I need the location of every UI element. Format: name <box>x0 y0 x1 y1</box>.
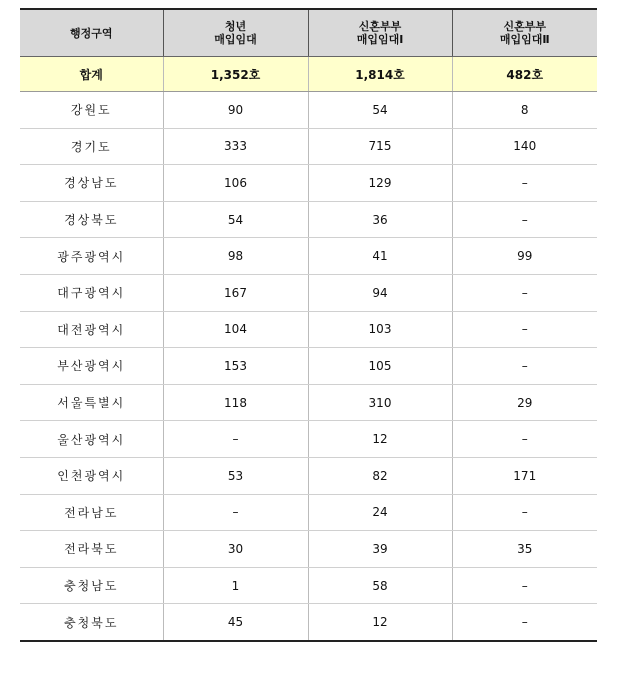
table-header <box>20 9 597 57</box>
youth-cell: 54 <box>163 201 308 238</box>
newlywed-1-cell: 105 <box>308 348 452 385</box>
header-newlywed-2-line2: 매입임대Ⅱ <box>499 33 550 46</box>
region-cell: 충청북도 <box>20 604 163 641</box>
region-cell: 대전광역시 <box>20 311 163 348</box>
region-cell: 경상남도 <box>20 165 163 202</box>
header-youth-line2: 매입임대 <box>214 33 257 46</box>
youth-cell: 53 <box>163 457 308 494</box>
newlywed-2-cell: – <box>452 201 597 238</box>
region-cell: 대구광역시 <box>20 274 163 311</box>
region-cell: 충청남도 <box>20 567 163 604</box>
header-youth <box>163 9 308 57</box>
header-newlywed-2-line1: 신혼부부 <box>503 20 546 33</box>
newlywed-2-cell: – <box>452 348 597 385</box>
region-cell: 부산광역시 <box>20 348 163 385</box>
table-body <box>20 57 597 641</box>
youth-cell: 30 <box>163 531 308 568</box>
table-row <box>20 604 597 641</box>
header-newlywed-2 <box>452 9 597 57</box>
header-region <box>20 9 163 57</box>
newlywed-2-cell: 35 <box>452 531 597 568</box>
newlywed-1-cell: 94 <box>308 274 452 311</box>
header-region-label: 행정구역 <box>69 26 113 40</box>
region-cell: 경상북도 <box>20 201 163 238</box>
youth-cell: 104 <box>163 311 308 348</box>
table-row <box>20 384 597 421</box>
newlywed-2-cell: 29 <box>452 384 597 421</box>
newlywed-2-cell: 99 <box>452 238 597 275</box>
newlywed-2-cell: – <box>452 421 597 458</box>
newlywed-1-cell: 12 <box>308 421 452 458</box>
newlywed-1-cell: 82 <box>308 457 452 494</box>
youth-cell: 90 <box>163 92 308 129</box>
total-newlywed-1: 1,814호 <box>308 57 452 92</box>
newlywed-1-cell: 12 <box>308 604 452 641</box>
newlywed-1-cell: 54 <box>308 92 452 129</box>
youth-cell: 333 <box>163 128 308 165</box>
newlywed-1-cell: 129 <box>308 165 452 202</box>
table-row <box>20 531 597 568</box>
header-row <box>20 9 597 57</box>
youth-cell: – <box>163 421 308 458</box>
newlywed-1-cell: 24 <box>308 494 452 531</box>
youth-cell: 106 <box>163 165 308 202</box>
header-newlywed-1-line2: 매입임대Ⅰ <box>356 33 404 46</box>
newlywed-1-cell: 715 <box>308 128 452 165</box>
newlywed-2-cell: – <box>452 567 597 604</box>
newlywed-2-cell: 171 <box>452 457 597 494</box>
table-row <box>20 311 597 348</box>
total-youth: 1,352호 <box>163 57 308 92</box>
youth-cell: 98 <box>163 238 308 275</box>
region-cell: 전라남도 <box>20 494 163 531</box>
table-row <box>20 567 597 604</box>
region-cell: 전라북도 <box>20 531 163 568</box>
region-cell: 서울특별시 <box>20 384 163 421</box>
region-cell: 경기도 <box>20 128 163 165</box>
total-label: 합계 <box>20 57 163 92</box>
newlywed-2-cell: – <box>452 274 597 311</box>
newlywed-1-cell: 58 <box>308 567 452 604</box>
housing-table-container <box>20 8 597 642</box>
table-row <box>20 238 597 275</box>
region-cell: 광주광역시 <box>20 238 163 275</box>
table-row <box>20 494 597 531</box>
youth-cell: 118 <box>163 384 308 421</box>
header-newlywed-1-line1: 신혼부부 <box>358 20 402 33</box>
newlywed-2-cell: – <box>452 604 597 641</box>
table-row <box>20 92 597 129</box>
youth-cell: – <box>163 494 308 531</box>
region-cell: 울산광역시 <box>20 421 163 458</box>
newlywed-2-cell: – <box>452 311 597 348</box>
total-row <box>20 57 597 92</box>
newlywed-1-cell: 103 <box>308 311 452 348</box>
youth-cell: 153 <box>163 348 308 385</box>
youth-cell: 167 <box>163 274 308 311</box>
header-newlywed-1 <box>308 9 452 57</box>
region-cell: 인천광역시 <box>20 457 163 494</box>
newlywed-1-cell: 310 <box>308 384 452 421</box>
total-newlywed-2: 482호 <box>452 57 597 92</box>
newlywed-2-cell: – <box>452 494 597 531</box>
youth-cell: 45 <box>163 604 308 641</box>
table-row <box>20 274 597 311</box>
newlywed-2-cell: 140 <box>452 128 597 165</box>
newlywed-1-cell: 41 <box>308 238 452 275</box>
table-row <box>20 165 597 202</box>
youth-cell: 1 <box>163 567 308 604</box>
newlywed-1-cell: 39 <box>308 531 452 568</box>
header-youth-line1: 청년 <box>224 20 247 33</box>
table-row <box>20 421 597 458</box>
region-cell: 강원도 <box>20 92 163 129</box>
table-row <box>20 128 597 165</box>
table-row <box>20 457 597 494</box>
newlywed-2-cell: 8 <box>452 92 597 129</box>
table-row <box>20 201 597 238</box>
newlywed-1-cell: 36 <box>308 201 452 238</box>
rental-housing-table <box>20 8 597 642</box>
table-row <box>20 348 597 385</box>
newlywed-2-cell: – <box>452 165 597 202</box>
